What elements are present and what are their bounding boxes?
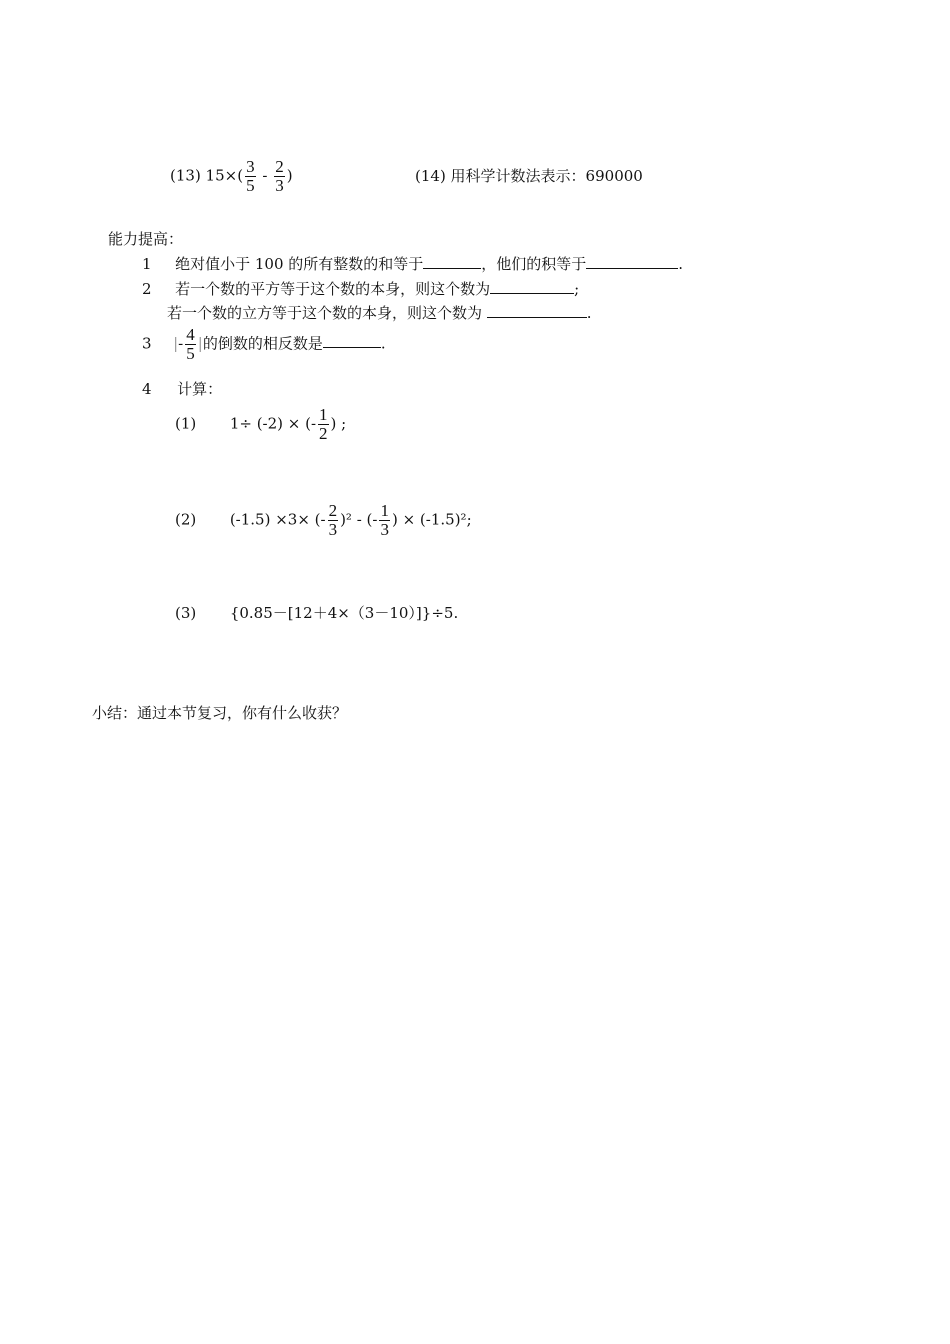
problem-14: (14) 用科学计数法表示：690000 xyxy=(415,167,643,185)
calc-2-part-3: ) × (-1.5)²; xyxy=(391,510,472,529)
calc-2 xyxy=(175,502,472,539)
question-2-line-1: 若一个数的平方等于这个数的本身，则这个数为 xyxy=(175,280,491,298)
question-4-title: 计算： xyxy=(177,380,223,398)
answer-blank-cube[interactable] xyxy=(487,303,587,318)
fraction-2-3: $\frac{2}{3}$ xyxy=(275,157,284,195)
calc-2-label: (2) xyxy=(175,510,197,529)
section-title: 能力提高： xyxy=(108,230,184,248)
question-2-line-2-row: 若一个数的立方等于这个数的本身，则这个数为 . xyxy=(167,304,592,322)
answer-blank-product[interactable] xyxy=(586,254,678,269)
calc-1: (1) 1÷ (-2) × (- $\frac{1}{2}$ ) ; xyxy=(175,405,347,443)
calc-1-expr: 1÷ (-2) × (- xyxy=(229,414,317,433)
absolute-bar-right: | xyxy=(197,334,203,353)
question-2-line-2: 若一个数的立方等于这个数的本身，则这个数为 xyxy=(167,304,483,322)
fraction-1-3: $\frac{1}{3}$ xyxy=(380,501,389,539)
problem-13: (13) 15×( $\frac{3}{5}$ - $\frac{2}{3}$ ) xyxy=(170,157,293,195)
question-2-number: 2 xyxy=(142,280,152,298)
question-1-text-a: 绝对值小于 100 的所有整数的和等于 xyxy=(175,255,424,273)
summary: 小结：通过本节复习，你有什么收获？ xyxy=(92,704,348,722)
calc-1-label: (1) xyxy=(175,414,197,433)
calc-3 xyxy=(175,602,458,623)
answer-blank-opposite[interactable] xyxy=(323,333,381,348)
question-1: 1 绝对值小于 100 的所有整数的和等于 ，他们的积等于 . xyxy=(142,255,684,273)
question-3-number: 3 xyxy=(142,334,152,353)
question-4 xyxy=(142,378,222,399)
question-3: 3 |- $\frac{4}{5}$ |的倒数的相反数是 . xyxy=(142,325,386,363)
fraction-4-5: $\frac{4}{5}$ xyxy=(186,325,195,363)
answer-blank-sum[interactable] xyxy=(423,254,481,269)
calc-3-label: (3) xyxy=(175,604,197,622)
question-3-text: 的倒数的相反数是 xyxy=(202,334,323,353)
calc-2-part-2: )² - (- xyxy=(340,510,378,529)
question-1-number: 1 xyxy=(142,255,152,273)
calc-3-expr: {0.85－[12＋4×（3－10）]}÷5. xyxy=(229,604,459,622)
absolute-bar-left: | xyxy=(173,334,179,353)
calc-2-part-1: (-1.5) ×3× (- xyxy=(229,510,326,529)
question-2: 2 若一个数的平方等于这个数的本身，则这个数为 ; xyxy=(142,280,580,298)
fraction-1-2: $\frac{1}{2}$ xyxy=(319,405,328,443)
fraction-3-5: $\frac{3}{5}$ xyxy=(246,157,255,195)
question-4-number: 4 xyxy=(142,380,152,398)
answer-blank-square[interactable] xyxy=(490,279,574,294)
question-1-text-b: ，他们的积等于 xyxy=(481,255,587,273)
fraction-2-3-calc: $\frac{2}{3}$ xyxy=(328,501,338,539)
problem-13-label: (13) 15×( xyxy=(170,166,244,185)
